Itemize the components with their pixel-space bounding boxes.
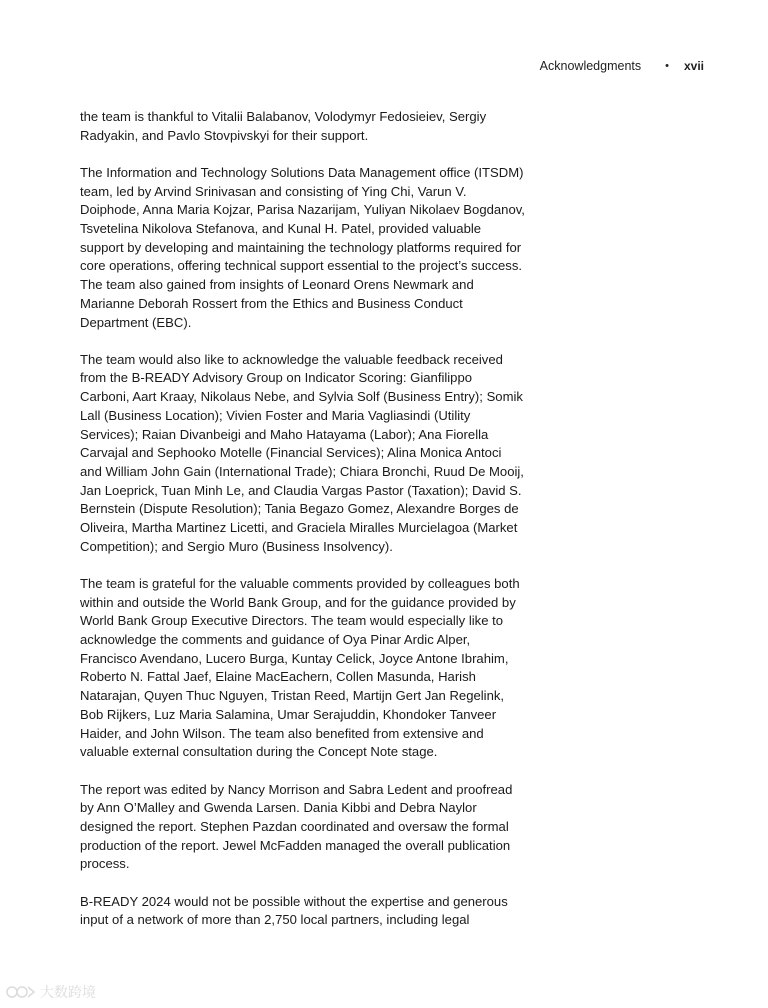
paragraph-editing: The report was edited by Nancy Morrison and Sabra Ledent and proofread by Ann O’Malley and Gwenda Larsen. Dania Kibbi and Debra Naylor designed the report. Stephen Pazdan coordinated and oversaw the formal production of the report. Jewel McFadden managed the overall publication process. <box>80 781 513 872</box>
paragraph-advisory-group: The team would also like to acknowledge the valuable feedback received from the B-READY Advisory Group on Indicator Scoring: Gianfilippo Carboni, Aart Kraay, Nikolaus Nebe, and Sylvia Solf (Business Entry); Somik Lall (Business Location); Vivien Foster and Maria Vagliasindi (Utility Services); Raian Divanbeigi and Maho Hatayama (Labor); Ana Fiorella Carvajal and Sephooko Motelle (Financial Services); Alina Monica Antoci and William John Gain (International Trade); Chiara Bronchi, Ruud De Mooij, Jan Loeprick, Tuan Minh Le, and Claudia Vargas Pastor (Taxation); David S. Bernstein (Dispute Resolution); Tania Begazo Gomez, Alexandre Borges de Oliveira, Martha Martinez Licetti, and Graciela Miralles Murcielagoa (Market Competition); and Sergio Muro (Business Insolvency). <box>80 351 524 554</box>
running-header <box>0 59 704 73</box>
section-title: Acknowledgments <box>539 59 642 73</box>
header-bullet: • <box>665 60 669 72</box>
paragraph-thanks-team: the team is thankful to Vitalii Balabanov, Volodymyr Fedosieiev, Sergiy Radyakin, and Pavlo Stovpivskyi for their support. <box>80 109 487 143</box>
acknowledgments-body <box>80 108 525 948</box>
watermark-text: 大数跨境 <box>40 984 96 1000</box>
page-number: xvii <box>683 59 704 73</box>
watermark-logo-icon <box>6 984 36 1000</box>
watermark <box>6 982 96 1002</box>
paragraph-itsdm: The Information and Technology Solutions Data Management office (ITSDM) team, led by Arvind Srinivasan and consisting of Ying Chi, Varun V. Doiphode, Anna Maria Kojzar, Parisa Nazarijam, Yuliyan Nikolaev Bogdanov, Tsvetelina Nikolova Stefanova, and Kunal H. Patel, provided valuable support by developing and maintaining the technology platforms required for core operations, offering technical support essential to the project’s success. The team also gained from insights of Leonard Orens Newmark and Marianne Deborah Rossert from the Ethics and Business Conduct Department (EBC). <box>80 164 525 330</box>
paragraph-local-partners: B-READY 2024 would not be possible without the expertise and generous input of a network of more than 2,750 local partners, including legal <box>80 893 508 928</box>
paragraph-colleagues: The team is grateful for the valuable comments provided by colleagues both within and outside the World Bank Group, and for the guidance provided by World Bank Group Executive Directors. The team would especially like to acknowledge the comments and guidance of Oya Pinar Ardic Alper, Francisco Avendano, Lucero Burga, Kuntay Celick, Joyce Antone Ibrahim, Roberto N. Fattal Jaef, Elaine MacEachern, Collen Masunda, Harish Natarajan, Quyen Thuc Nguyen, Tristan Reed, Martijn Gert Jan Regelink, Bob Rijkers, Luz Maria Salamina, Umar Serajuddin, Khondoker Tanveer Haider, and John Wilson. The team also benefited from extensive and valuable external consultation during the Concept Note stage. <box>80 575 520 760</box>
